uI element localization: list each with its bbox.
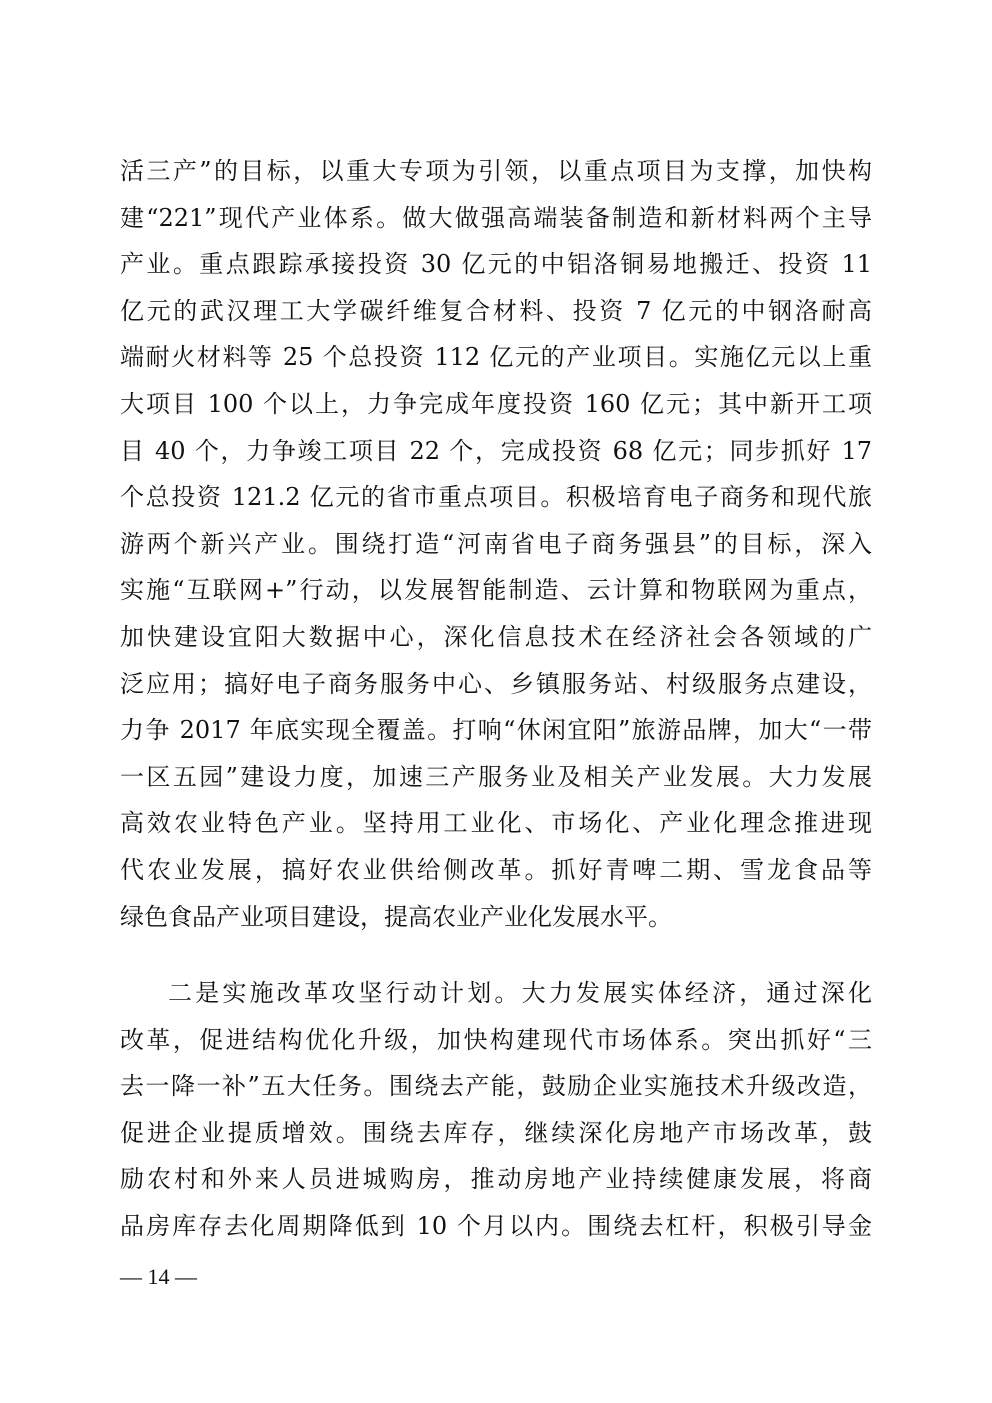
- text-line: 游两个新兴产业。围绕打造“河南省电子商务强县”的目标，深入: [120, 529, 872, 558]
- text-line: 大项目 100 个以上，力争完成年度投资 160 亿元；其中新开工项: [120, 389, 872, 418]
- text-line: 力争 2017 年底实现全覆盖。打响“休闲宜阳”旅游品牌，加大“一带: [120, 716, 872, 745]
- text-line: 亿元的武汉理工大学碳纤维复合材料、投资 7 亿元的中钢洛耐高: [120, 296, 872, 325]
- text-line: 产业。重点跟踪承接投资 30 亿元的中铝洛铜易地搬迁、投资 11: [120, 250, 872, 279]
- text-line: 个总投资 121.2 亿元的省市重点项目。积极培育电子商务和现代旅: [120, 483, 872, 512]
- text-line: 品房库存去化周期降低到 10 个月以内。围绕去杠杆，积极引导金: [120, 1211, 872, 1240]
- text-line: 建“221”现代产业体系。做大做强高端装备制造和新材料两个主导: [120, 203, 872, 232]
- text-line: 绿色食品产业项目建设，提高农业产业化发展水平。: [120, 902, 672, 931]
- text-line: 去一降一补”五大任务。围绕去产能，鼓励企业实施技术升级改造，: [120, 1072, 872, 1101]
- text-line: 高效农业特色产业。坚持用工业化、市场化、产业化理念推进现: [120, 809, 872, 838]
- text-line: 加快建设宜阳大数据中心，深化信息技术在经济社会各领域的广: [120, 622, 872, 651]
- text-line: 活三产”的目标，以重大专项为引领，以重点项目为支撑，加快构: [120, 157, 872, 185]
- text-line-first: 二是实施改革攻坚行动计划。大力发展实体经济，通过深化: [168, 979, 872, 1007]
- paragraph-industry-system: [120, 148, 872, 940]
- text-line: 励农村和外来人员进城购房，推动房地产业持续健康发展，将商: [120, 1165, 872, 1194]
- text-line: 泛应用；搞好电子商务服务中心、乡镇服务站、村级服务点建设，: [120, 669, 872, 698]
- paragraph-reform-plan: [120, 970, 872, 1250]
- text-line: 促进企业提质增效。围绕去库存，继续深化房地产市场改革，鼓: [120, 1118, 872, 1147]
- text-line: 端耐火材料等 25 个总投资 112 亿元的产业项目。实施亿元以上重: [120, 343, 872, 372]
- page-number: — 14 —: [120, 1264, 197, 1289]
- text-line: 改革，促进结构优化升级，加快构建现代市场体系。突出抓好“三: [120, 1025, 872, 1054]
- text-line: 实施“互联网+”行动，以发展智能制造、云计算和物联网为重点，: [120, 576, 872, 605]
- text-line: 代农业发展，搞好农业供给侧改革。抓好青啤二期、雪龙食品等: [120, 855, 872, 884]
- text-line: 一区五园”建设力度，加速三产服务业及相关产业发展。大力发展: [120, 762, 872, 791]
- text-line: 目 40 个，力争竣工项目 22 个，完成投资 68 亿元；同步抓好 17: [120, 436, 872, 465]
